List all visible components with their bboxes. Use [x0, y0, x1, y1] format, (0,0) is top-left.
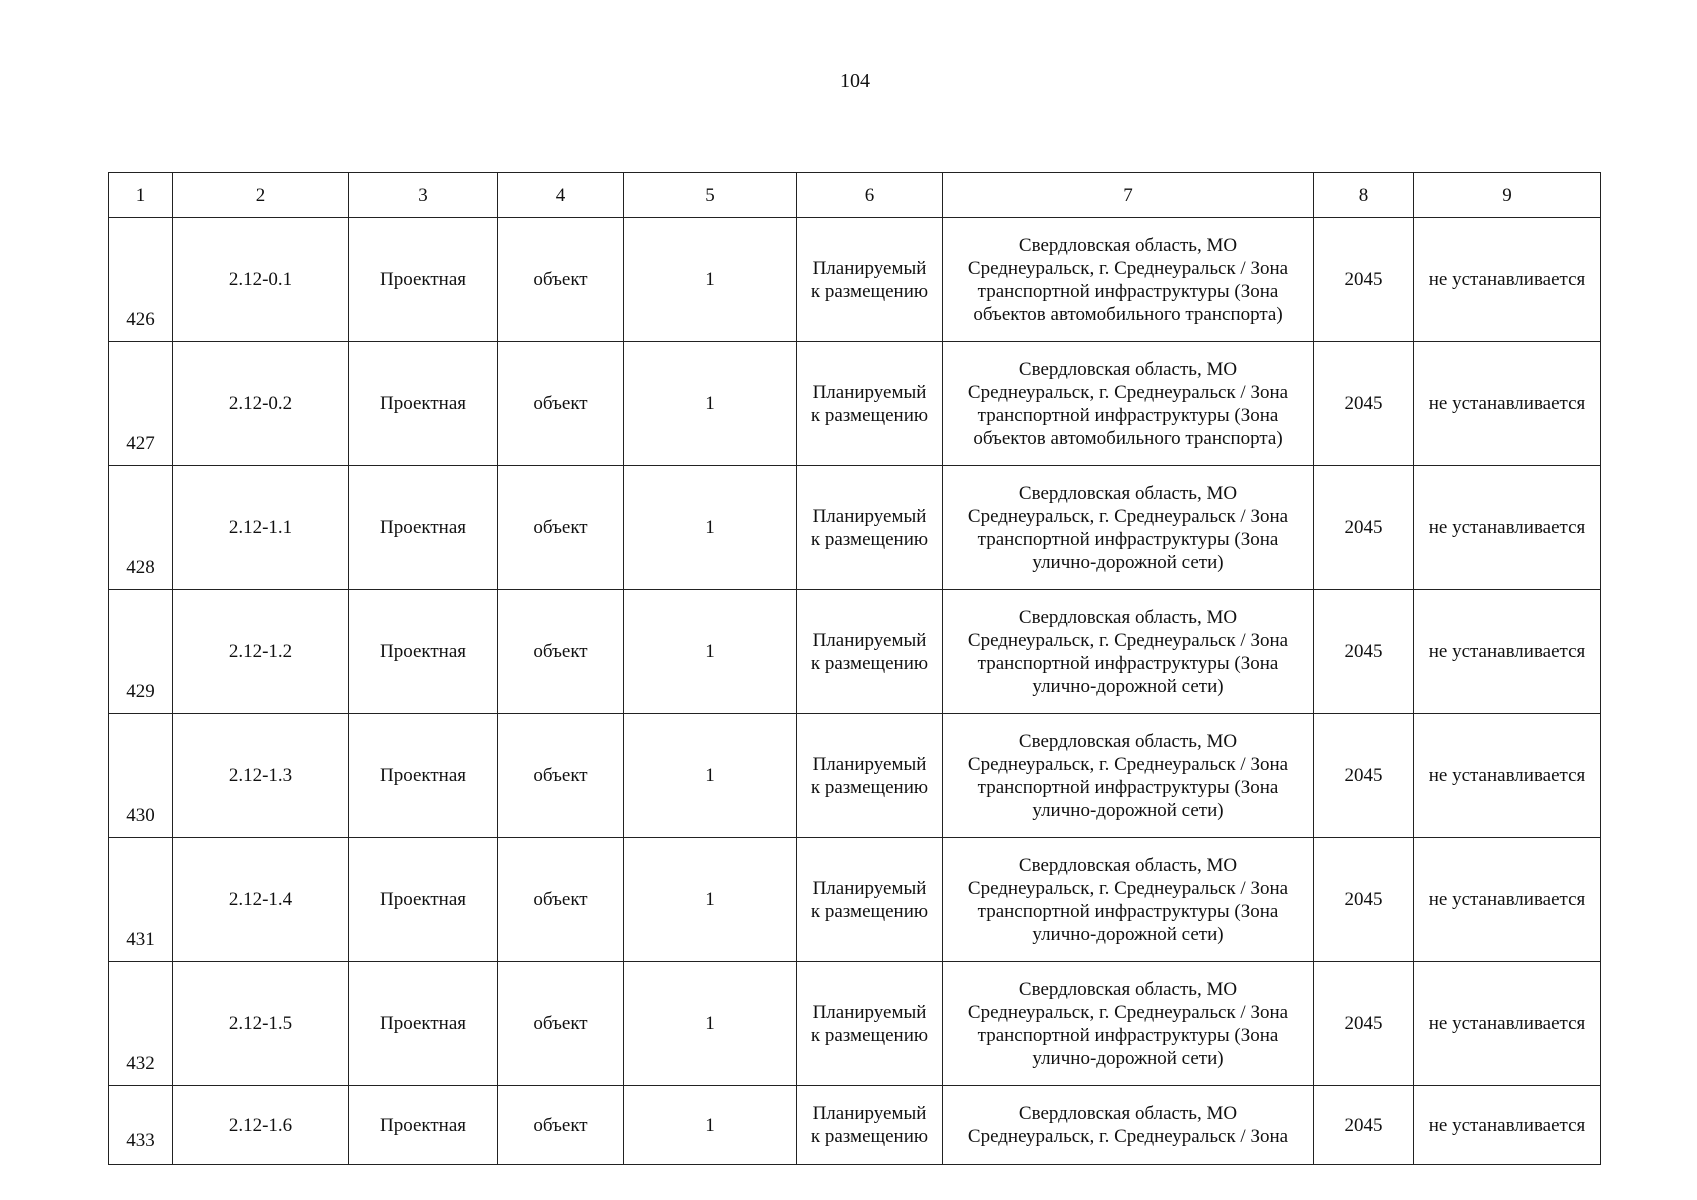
location-line: Среднеуральск, г. Среднеуральск / Зона	[967, 877, 1289, 899]
object-code-cell: 2.12-0.2	[173, 342, 349, 466]
table-row	[109, 342, 1601, 466]
zone-cell: не устанавливается	[1414, 714, 1601, 838]
table-row	[109, 714, 1601, 838]
row-number-cell: 428	[109, 466, 173, 590]
location-line: Свердловская область, МО	[1018, 482, 1238, 504]
status-line: Планируемый	[812, 505, 927, 527]
object-type-cell: Проектная	[349, 838, 498, 962]
status-cell	[797, 590, 943, 714]
unit-cell: объект	[498, 342, 624, 466]
location-line: Свердловская область, МО	[1018, 358, 1238, 380]
count-cell: 1	[624, 714, 797, 838]
location-line: Свердловская область, МО	[1018, 978, 1238, 1000]
status-line: к размещению	[810, 1126, 929, 1147]
zone-cell: не устанавливается	[1414, 218, 1601, 342]
status-cell	[797, 1086, 943, 1165]
location-text	[947, 730, 1309, 822]
zone-cell: не устанавливается	[1414, 466, 1601, 590]
object-type-cell: Проектная	[349, 590, 498, 714]
location-cell	[943, 962, 1314, 1086]
location-line: объектов автомобильного транспорта)	[973, 303, 1283, 325]
object-code-cell: 2.12-1.5	[173, 962, 349, 1086]
location-line: Свердловская область, МО	[1018, 234, 1238, 256]
header-cell: 7	[943, 173, 1314, 218]
location-line: Свердловская область, МО	[1018, 854, 1238, 876]
location-text	[947, 234, 1309, 326]
location-text	[947, 358, 1309, 450]
header-cell: 8	[1314, 173, 1414, 218]
year-cell: 2045	[1314, 218, 1414, 342]
location-line: улично-дорожной сети)	[1032, 923, 1224, 945]
location-line: улично-дорожной сети)	[1032, 1047, 1224, 1069]
location-line: улично-дорожной сети)	[1032, 675, 1224, 697]
location-text	[947, 854, 1309, 946]
header-cell: 5	[624, 173, 797, 218]
count-cell: 1	[624, 342, 797, 466]
location-line: Среднеуральск, г. Среднеуральск / Зона	[967, 629, 1289, 651]
header-cell: 2	[173, 173, 349, 218]
row-number-cell: 433	[109, 1086, 173, 1165]
location-text	[947, 978, 1309, 1070]
row-number-cell: 430	[109, 714, 173, 838]
status-line: Планируемый	[812, 1103, 927, 1124]
header-cell: 4	[498, 173, 624, 218]
location-line: транспортной инфраструктуры (Зона	[977, 280, 1279, 302]
status-line: Планируемый	[812, 381, 927, 403]
location-line: Среднеуральск, г. Среднеуральск / Зона	[967, 753, 1289, 775]
table-row	[109, 1086, 1601, 1165]
location-line: Среднеуральск, г. Среднеуральск / Зона	[967, 257, 1289, 279]
year-cell: 2045	[1314, 962, 1414, 1086]
page-number: 104	[840, 70, 870, 92]
status-cell	[797, 962, 943, 1086]
status-line: к размещению	[810, 652, 929, 674]
status-line: к размещению	[810, 528, 929, 550]
location-cell	[943, 838, 1314, 962]
count-cell: 1	[624, 838, 797, 962]
object-type-cell: Проектная	[349, 1086, 498, 1165]
unit-cell: объект	[498, 962, 624, 1086]
table-row	[109, 838, 1601, 962]
objects-table	[108, 172, 1601, 1165]
table-row	[109, 962, 1601, 1086]
location-line: транспортной инфраструктуры (Зона	[977, 404, 1279, 426]
status-cell	[797, 218, 943, 342]
zone-cell: не устанавливается	[1414, 1086, 1601, 1165]
table-row	[109, 590, 1601, 714]
location-text	[947, 606, 1309, 698]
location-line: объектов автомобильного транспорта)	[973, 427, 1283, 449]
location-line: транспортной инфраструктуры (Зона	[977, 1024, 1279, 1046]
object-code-cell: 2.12-1.1	[173, 466, 349, 590]
row-number-cell: 426	[109, 218, 173, 342]
year-cell: 2045	[1314, 590, 1414, 714]
object-type-cell: Проектная	[349, 218, 498, 342]
location-cell	[943, 466, 1314, 590]
object-code-cell: 2.12-1.4	[173, 838, 349, 962]
status-line: Планируемый	[812, 257, 927, 279]
table-row	[109, 466, 1601, 590]
header-cell: 1	[109, 173, 173, 218]
zone-cell: не устанавливается	[1414, 590, 1601, 714]
location-cell	[943, 590, 1314, 714]
object-code-cell: 2.12-1.6	[173, 1086, 349, 1165]
unit-cell: объект	[498, 838, 624, 962]
count-cell: 1	[624, 590, 797, 714]
location-line: транспортной инфраструктуры (Зона	[977, 776, 1279, 798]
location-cell	[943, 1086, 1314, 1165]
object-code-cell: 2.12-1.2	[173, 590, 349, 714]
location-cell	[943, 714, 1314, 838]
row-number-cell: 429	[109, 590, 173, 714]
table-header-row	[109, 173, 1601, 218]
location-cell	[943, 218, 1314, 342]
status-line: к размещению	[810, 776, 929, 798]
unit-cell: объект	[498, 590, 624, 714]
zone-cell: не устанавливается	[1414, 838, 1601, 962]
unit-cell: объект	[498, 218, 624, 342]
location-line: улично-дорожной сети)	[1032, 551, 1224, 573]
location-line: Среднеуральск, г. Среднеуральск / Зона	[967, 1001, 1289, 1023]
status-cell	[797, 466, 943, 590]
object-type-cell: Проектная	[349, 714, 498, 838]
row-number-cell: 431	[109, 838, 173, 962]
unit-cell: объект	[498, 1086, 624, 1165]
header-cell: 6	[797, 173, 943, 218]
object-type-cell: Проектная	[349, 342, 498, 466]
status-cell	[797, 714, 943, 838]
count-cell: 1	[624, 962, 797, 1086]
count-cell: 1	[624, 1086, 797, 1165]
object-type-cell: Проектная	[349, 962, 498, 1086]
location-text	[947, 1102, 1309, 1148]
year-cell: 2045	[1314, 342, 1414, 466]
year-cell: 2045	[1314, 714, 1414, 838]
object-code-cell: 2.12-1.3	[173, 714, 349, 838]
object-code-cell: 2.12-0.1	[173, 218, 349, 342]
table-row	[109, 218, 1601, 342]
status-cell	[797, 838, 943, 962]
location-line: Свердловская область, МО	[1018, 730, 1238, 752]
status-line: Планируемый	[812, 753, 927, 775]
object-type-cell: Проектная	[349, 466, 498, 590]
year-cell: 2045	[1314, 838, 1414, 962]
zone-cell: не устанавливается	[1414, 342, 1601, 466]
count-cell: 1	[624, 466, 797, 590]
location-line: транспортной инфраструктуры (Зона	[977, 528, 1279, 550]
status-line: к размещению	[810, 1024, 929, 1046]
row-number-cell: 427	[109, 342, 173, 466]
status-line: Планируемый	[812, 877, 927, 899]
status-line: к размещению	[810, 900, 929, 922]
location-line: транспортной инфраструктуры (Зона	[977, 652, 1279, 674]
status-line: к размещению	[810, 280, 929, 302]
status-line: к размещению	[810, 404, 929, 426]
unit-cell: объект	[498, 714, 624, 838]
status-cell	[797, 342, 943, 466]
location-line: Свердловская область, МО	[1018, 606, 1238, 628]
header-cell: 3	[349, 173, 498, 218]
status-line: Планируемый	[812, 629, 927, 651]
year-cell: 2045	[1314, 1086, 1414, 1165]
location-line: Среднеуральск, г. Среднеуральск / Зона	[967, 505, 1289, 527]
location-line: Среднеуральск, г. Среднеуральск / Зона	[967, 1126, 1289, 1147]
location-cell	[943, 342, 1314, 466]
location-line: транспортной инфраструктуры (Зона	[977, 900, 1279, 922]
location-text	[947, 482, 1309, 574]
year-cell: 2045	[1314, 466, 1414, 590]
location-line: Среднеуральск, г. Среднеуральск / Зона	[967, 381, 1289, 403]
zone-cell: не устанавливается	[1414, 962, 1601, 1086]
unit-cell: объект	[498, 466, 624, 590]
location-line: улично-дорожной сети)	[1032, 799, 1224, 821]
count-cell: 1	[624, 218, 797, 342]
row-number-cell: 432	[109, 962, 173, 1086]
status-line: Планируемый	[812, 1001, 927, 1023]
header-cell: 9	[1414, 173, 1601, 218]
location-line: Свердловская область, МО	[1018, 1103, 1238, 1124]
